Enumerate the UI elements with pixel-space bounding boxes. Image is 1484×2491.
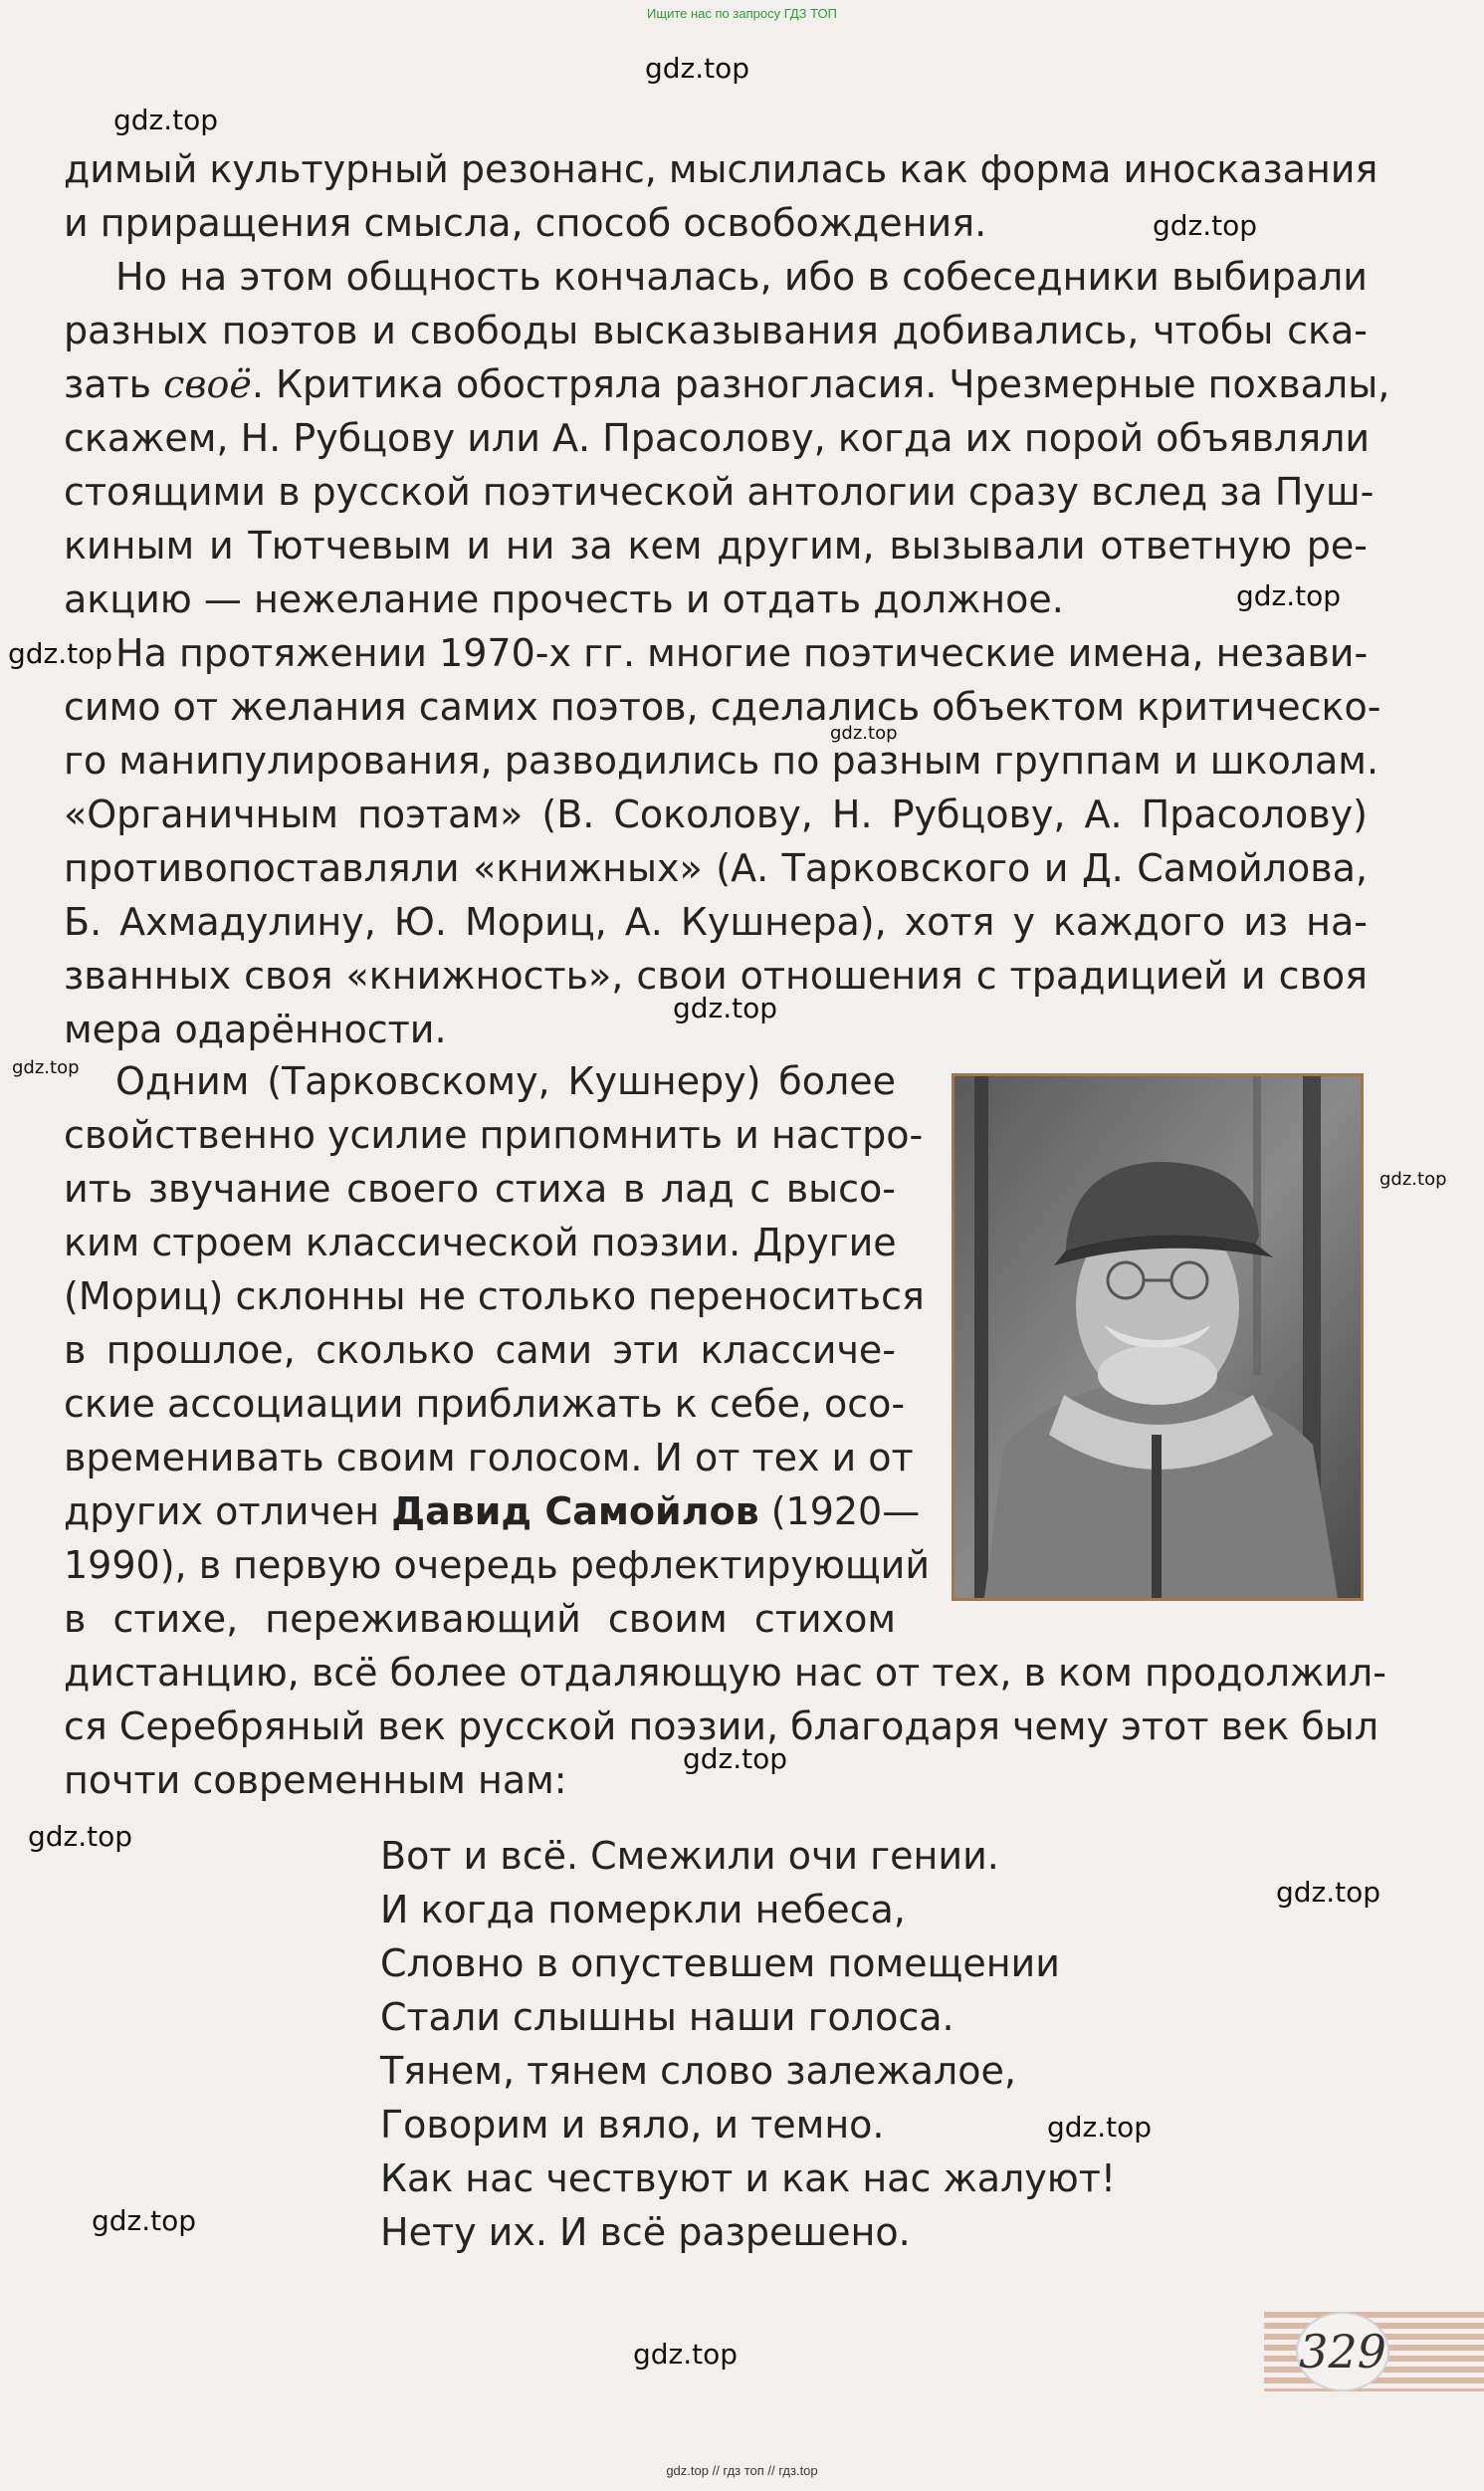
watermark: gdz.top	[28, 1820, 133, 1853]
text-line: ким строем классической поэзии. Другие	[64, 1221, 897, 1264]
text-line: званных своя «книжность», свои отношения с традицией и своя	[64, 954, 1368, 998]
text-line: и приращения смысла, способ освобождения.	[64, 201, 987, 245]
poem-line: Как нас чествуют и как нас жалуют!	[380, 2156, 1117, 2200]
text-line: ить звучание своего стиха в лад с высо-	[64, 1167, 896, 1211]
emphasis-word: своё	[163, 362, 252, 406]
poem-line: Стали слышны наши голоса.	[380, 1995, 954, 2039]
portrait-photo	[952, 1073, 1364, 1601]
poem-line: Словно в опустевшем помещении	[380, 1941, 1060, 1985]
watermark: gdz.top	[1276, 1876, 1381, 1909]
text-line: временивать своим голосом. И от тех и от	[64, 1436, 914, 1479]
poem-line: Вот и всё. Смежили очи гении.	[380, 1834, 999, 1878]
bottom-banner[interactable]: gdz.top // гдз топ // гдз.top	[666, 2463, 818, 2478]
watermark: gdz.top	[113, 104, 219, 136]
text-line: ся Серебряный век русской поэзии, благодаря чему этот век был	[64, 1704, 1379, 1748]
page-number-badge	[1296, 2312, 1389, 2391]
text-line: димый культурный резонанс, мыслилась как форма иносказания	[64, 147, 1378, 191]
text-span: других отличен	[64, 1489, 392, 1533]
author-name: Давид Самойлов	[391, 1489, 759, 1533]
text-line: противопоставляли «книжных» (А. Тарковского и Д. Самойлова,	[64, 846, 1368, 890]
text-line: акцию — нежелание прочесть и отдать должное.	[64, 577, 1064, 621]
text-line: ские ассоциации приближать к себе, осо-	[64, 1382, 906, 1426]
text-line: «Органичным поэтам» (В. Соколову, Н. Рубцову, А. Прасолову)	[64, 793, 1368, 836]
text-line: Но на этом общность кончалась, ибо в собеседники выбирали	[115, 255, 1368, 299]
watermark: gdz.top	[830, 723, 898, 744]
watermark: gdz.top	[1047, 2111, 1153, 2144]
watermark: gdz.top	[683, 1742, 788, 1775]
watermark: gdz.top	[633, 2338, 739, 2371]
text-line: Одним (Тарковскому, Кушнеру) более	[115, 1059, 896, 1103]
text-line: в стихе, переживающий своим стихом	[64, 1597, 896, 1641]
text-line: стоящими в русской поэтической антологии сразу вслед за Пуш-	[64, 470, 1375, 514]
watermark: gdz.top	[92, 2204, 197, 2237]
watermark: gdz.top	[12, 1057, 80, 1078]
page-number: 329	[1299, 2325, 1386, 2378]
text-line: скажем, Н. Рубцову или А. Прасолову, когда их порой объявляли	[64, 416, 1371, 460]
text-line: симо от желания самих поэтов, сделались объектом критическо-	[64, 685, 1381, 729]
watermark: gdz.top	[645, 52, 750, 85]
poem-line: Говорим и вяло, и темно.	[380, 2103, 885, 2147]
watermark: gdz.top	[673, 992, 778, 1024]
poem-line: Тянем, тянем слово залежалое,	[380, 2049, 1016, 2093]
watermark: gdz.top	[1153, 209, 1258, 242]
text-line	[64, 362, 1390, 406]
text-span: зать	[64, 362, 164, 406]
text-span: . Критика обостряла разногласия. Чрезмерные похвалы,	[251, 362, 1390, 406]
text-line	[64, 1489, 921, 1533]
poem-line: И когда померкли небеса,	[380, 1888, 906, 1931]
watermark: gdz.top	[1379, 1169, 1447, 1190]
watermark: gdz.top	[8, 637, 113, 670]
watermark: gdz.top	[1236, 579, 1342, 612]
poem-line: Нету их. И всё разрешено.	[380, 2210, 911, 2254]
text-line: свойственно усилие припомнить и настро-	[64, 1113, 924, 1157]
text-line: На протяжении 1970-х гг. многие поэтические имена, незави-	[115, 631, 1369, 675]
text-line: киным и Тютчевым и ни за кем другим, вызывали ответную ре-	[64, 524, 1368, 567]
text-span: (1920—	[758, 1489, 921, 1533]
text-line: почти современным нам:	[64, 1758, 567, 1802]
text-line: го манипулирования, разводились по разным группам и школам.	[64, 739, 1379, 783]
top-banner[interactable]: Ищите нас по запросу ГДЗ ТОП	[647, 6, 837, 21]
text-line: разных поэтов и свободы высказывания добивались, чтобы ска-	[64, 309, 1368, 352]
text-line: дистанцию, всё более отдаляющую нас от тех, в ком продолжил-	[64, 1651, 1386, 1695]
text-line: в прошлое, сколько сами эти классиче-	[64, 1328, 896, 1372]
portrait-illustration	[954, 1076, 1361, 1598]
text-line: Б. Ахмадулину, Ю. Мориц, А. Кушнера), хотя у каждого из на-	[64, 900, 1368, 944]
text-line: 1990), в первую очередь рефлектирующий	[64, 1543, 931, 1587]
text-line: мера одарённости.	[64, 1008, 447, 1051]
text-line: (Мориц) склонны не столько переноситься	[64, 1274, 925, 1318]
